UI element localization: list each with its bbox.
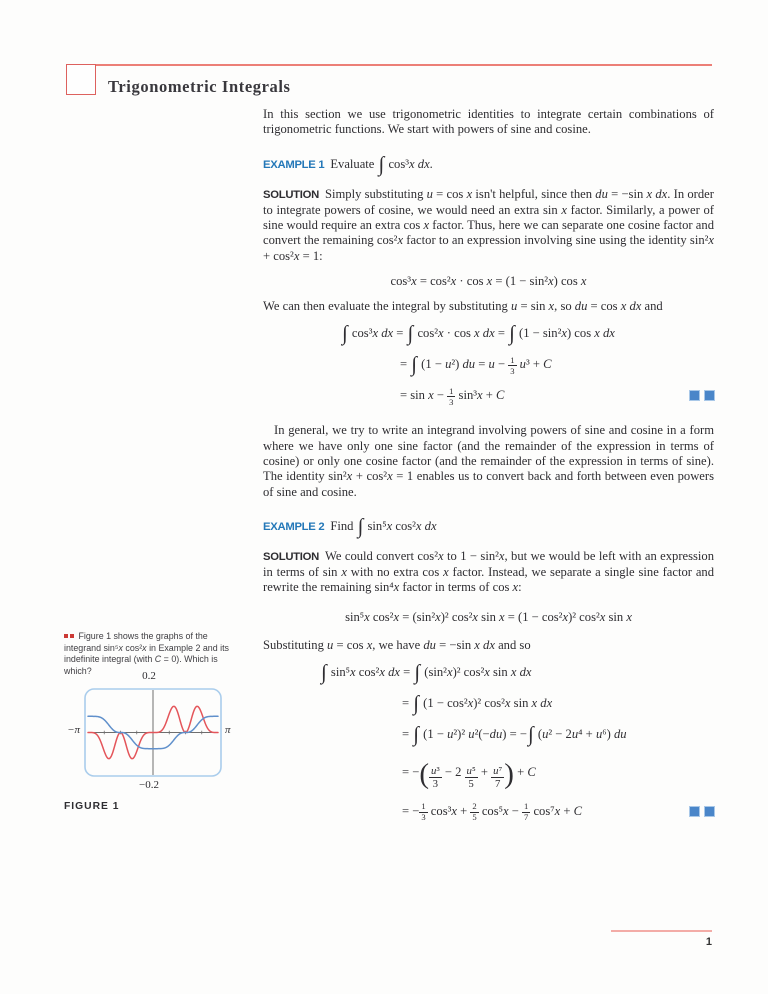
note-marker-icon	[70, 634, 74, 638]
equation-line: ∫ cos³x dx = ∫ cos²x · cos x dx = ∫ (1 − sin²x) cos x dx	[342, 321, 615, 346]
section-number-box	[66, 64, 96, 95]
end-of-example-marker	[684, 807, 714, 816]
note-marker-icon	[64, 634, 68, 638]
identity-display-1: cos³x = cos²x · cos x = (1 − sin²x) cos x	[390, 274, 587, 289]
example-2-label: EXAMPLE 2	[263, 520, 325, 533]
example-1-statement: Evaluate ∫ cos³x dx.	[330, 151, 433, 176]
figure-x-min-label: −π	[67, 724, 80, 736]
figure-1-plot	[84, 688, 222, 777]
bridge-paragraph-1: We can then evaluate the integral by substituting u = sin x, so du = cos x dx and	[263, 299, 663, 314]
equation-line: = −( $\frac{\text{u³}}{3}$ − 2 $\frac{\text{u⁵}}{5}$ + $\frac{\text{u⁷}}{7}$ ) + C	[402, 758, 536, 791]
solution-2-label: SOLUTION	[263, 550, 319, 563]
identity-display-2: sin⁵x cos²x = (sin²x)² cos²x sin x = (1 − cos²x)² cos²x sin x	[345, 609, 632, 624]
derivation-1	[263, 318, 714, 411]
footer-rule	[611, 930, 712, 932]
bridge-paragraph-2: Substituting u = cos x, we have du = −sin x dx and so	[263, 637, 531, 652]
equation-line: = ∫ (1 − cos²x)² cos²x sin x dx	[402, 691, 553, 716]
equation-line: = − $\frac{1}{3}$ cos³x + $\frac{2}{5}$ cos⁵x − $\frac{1}{7}$ cos⁷x + C	[263, 796, 714, 827]
example-2-solution	[263, 549, 714, 596]
figure-y-min-label: −0.2	[139, 779, 159, 791]
header-rule	[66, 64, 712, 66]
equation-line: = ∫ (1 − u²) du = u − $\frac{1}{3}$ u³ + C	[400, 352, 552, 377]
equation-line: = ∫ (1 − u²)² u²(−du) = −∫ (u² − 2u⁴ + u⁶) du	[402, 722, 627, 747]
derivation-2	[263, 657, 714, 827]
example-1-solution	[263, 187, 714, 264]
solution-2-text: We could convert cos²x to 1 − sin²x, but we would be left with an expression in terms of sin x with no extra cos x factor. Instead, we separate a single sine factor and rewrite the remaining sin⁴x factor in terms of cos x:	[263, 548, 715, 595]
end-of-example-marker	[684, 391, 714, 400]
page-number: 1	[705, 936, 712, 948]
example-2-heading	[263, 513, 714, 540]
equation-line: ∫ sin⁵x cos²x dx = ∫ (sin²x)² cos²x sin x dx	[321, 660, 532, 685]
equation-line: = sin x − $\frac{1}{3}$ sin³x + C	[263, 380, 714, 411]
body-column	[263, 107, 714, 833]
general-paragraph: In general, we try to write an integrand involving powers of sine and cosine in a form where we have only one sine factor (and the remainder of the expression in terms of cosine) or only one cosine factor (and the remainder of the expression in terms of sine). The identity sin²x + cos²x = 1 enables us to convert back and forth between even powers of sine and cosine.	[263, 423, 714, 499]
solution-1-text: Simply substituting u = cos x isn't helpful, since then du = −sin x dx. In order to integrate powers of cosine, we would need an extra sin x factor. Similarly, a power of sine would require an extra cos x factor. Thus, here we can separate one cosine factor and convert the remaining cos²x factor to an expression involving sine using the identity sin²x + cos²x = 1:	[263, 186, 714, 263]
example-1-label: EXAMPLE 1	[263, 158, 325, 171]
example-1-heading	[263, 151, 714, 178]
figure-y-max-label: 0.2	[142, 670, 156, 682]
solution-1-label: SOLUTION	[263, 188, 319, 201]
section-title: Trigonometric Integrals	[108, 77, 291, 96]
intro-paragraph: In this section we use trigonometric identities to integrate certain combinations of trigonometric functions. We start with powers of sine and cosine.	[263, 107, 714, 137]
figure-1-caption: FIGURE 1	[64, 801, 120, 812]
margin-note-text: Figure 1 shows the graphs of the integrand sin⁵x cos²x in Example 2 and its indefinite integral (with C = 0). Which is which?	[64, 631, 229, 676]
figure-x-max-label: π	[225, 724, 231, 736]
example-2-statement: Find ∫ sin⁵x cos²x dx	[330, 513, 437, 538]
